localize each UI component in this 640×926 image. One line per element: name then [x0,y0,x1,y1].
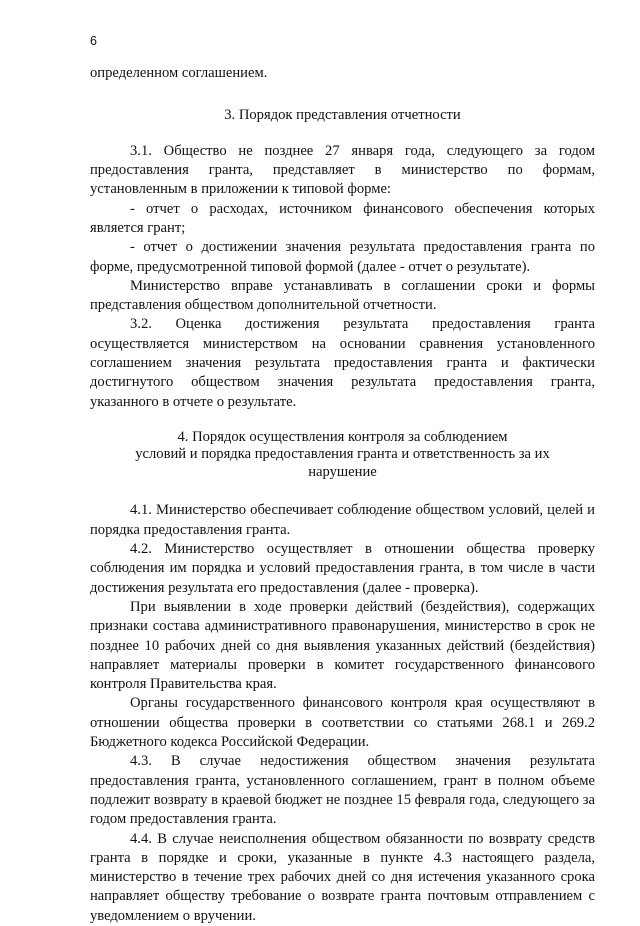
page-number: 6 [90,34,97,48]
section-3-title: 3. Порядок представления отчетности [224,107,461,124]
paragraph-4-1: 4.1. Министерство обеспечивает соблюдение обществом условий, целей и порядка предоставления гранта. [90,502,595,538]
paragraph-4-2: 4.2. Министерство осуществляет в отношении общества проверку соблюдения им порядка и условий предоставления гранта, в том числе в части достижения результата его предоставления (далее - проверка). [90,541,595,596]
list-item-result-report: - отчет о достижении значения результата предоставления гранта по форме, предусмотренной типовой формой (далее - отчет о результате). [90,239,595,275]
paragraph-violation-detection: При выявлении в ходе проверки действий (бездействия), содержащих признаки состава административного правонарушения, министерство в срок не позднее 10 рабочих дней со дня выявления указанных действий (бездействия) направляет материалы проверки в комитет государственного финансового контроля Правительства края. [90,598,595,693]
list-item-expense-report: - отчет о расходах, источником финансового обеспечения которых является грант; [90,200,595,236]
section-4-title [90,429,595,482]
paragraph-3-2: 3.2. Оценка достижения результата предоставления гранта осуществляется министерством на основании сравнения установленного соглашением значения результата предоставления гранта и фактически достигнутого обществом значения результата предоставления гранта, указанного в отчете о результате. [90,316,595,410]
paragraph-4-4: 4.4. В случае неисполнения обществом обязанности по возврату средств гранта в порядке и сроки, указанные в пункте 4.3 настоящего раздела, министерство в течение трех рабочих дней со дня истечения указанного срока направляет обществу требование о возврате гранта почтовым отправлением с уведомлением о вручении. [90,830,595,924]
section-4-title-line: условий и порядка предоставления гранта и ответственность за их [135,446,550,463]
section-4-title-line: нарушение [308,463,377,480]
document-body [90,64,595,926]
paragraph-4-3: 4.3. В случае недостижения обществом значения результата предоставления гранта, установленного соглашением, грант в полном объеме подлежит возврату в краевой бюджет не позднее 15 февраля года, следующего за годом предоставления гранта. [90,753,595,828]
paragraph-3-1: 3.1. Общество не позднее 27 января года, следующего за годом предоставления гранта, представляет в министерство по формам, установленным в приложении к типовой форме: [90,142,595,198]
lead-text: определенном соглашением. [90,65,268,81]
paragraph-financial-control-bodies: Органы государственного финансового контроля края осуществляют в отношении общества проверки в соответствии со статьями 268.1 и 269.2 Бюджетного кодекса Российской Федерации. [90,695,595,751]
section-4-title-line: 4. Порядок осуществления контроля за соблюдением [177,428,508,445]
paragraph-additional-reporting: Министерство вправе устанавливать в соглашении сроки и формы представления обществом дополнительной отчетности. [90,277,595,314]
